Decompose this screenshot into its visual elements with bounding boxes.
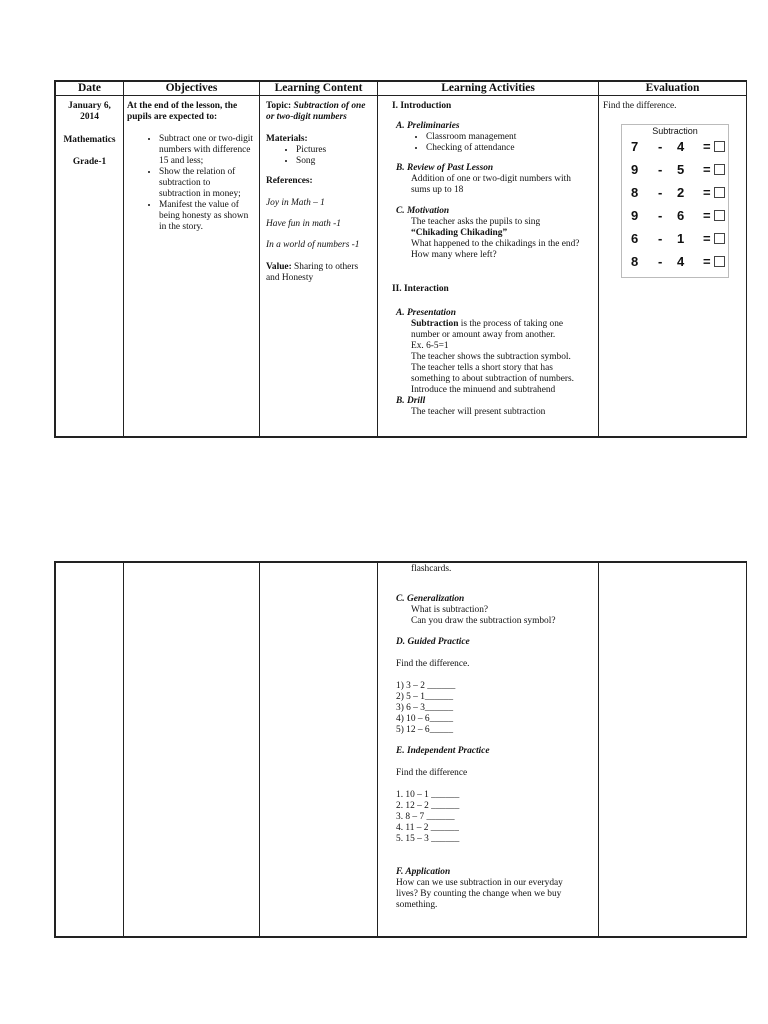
worksheet-problem: [628, 139, 726, 155]
equals-sign: =: [703, 139, 711, 154]
subtrahend: 4: [677, 139, 685, 154]
header-objectives: Objectives: [124, 82, 260, 96]
drill-text: The teacher will present subtraction: [411, 407, 546, 417]
worksheet-problem: [628, 254, 726, 270]
date-line-1: January 6,: [68, 101, 111, 111]
subtrahend: 5: [677, 162, 685, 177]
lesson-row-continued: [56, 563, 747, 937]
presentation-line-2: The teacher shows the subtraction symbol.: [411, 352, 571, 362]
learning-activities-cell: [378, 96, 599, 437]
minus-sign: -: [658, 254, 663, 269]
subtrahend: 4: [677, 254, 685, 269]
lesson-row: [56, 96, 747, 437]
application-heading: F. Application: [396, 867, 451, 877]
lesson-plan-grid: [55, 81, 747, 437]
guided-practice-item: 4) 10 – 6_____: [396, 714, 454, 724]
generalization-heading: C. Generalization: [396, 594, 465, 604]
minus-sign: -: [658, 185, 663, 200]
preliminary-item: • Checking of attendance: [426, 143, 595, 154]
motivation-line-1: The teacher asks the pupils to sing: [411, 217, 541, 227]
lesson-plan-table-part-2: [54, 561, 747, 938]
answer-box[interactable]: [714, 256, 725, 267]
presentation-line-3: The teacher tells a short story that has something to about subtraction of numbers.: [411, 363, 574, 384]
objectives-cell: [124, 96, 260, 437]
preliminaries-list: [392, 132, 595, 154]
evaluation-instruction: Find the difference.: [603, 101, 677, 111]
subject-label: Mathematics: [63, 135, 116, 145]
minuend: 6: [631, 231, 639, 246]
lesson-plan-grid-continued: [55, 562, 747, 937]
minus-sign: -: [658, 231, 663, 246]
topic-line: [266, 101, 374, 123]
guided-practice-item: 1) 3 – 2 ______: [396, 681, 456, 691]
material-item: • Song: [296, 156, 374, 167]
equals-sign: =: [703, 208, 711, 223]
subtrahend: 6: [677, 208, 685, 223]
lesson-plan-table-part-1: [54, 80, 747, 438]
materials-label: Materials:: [266, 134, 308, 144]
subtrahend: 2: [677, 185, 685, 200]
presentation-definition-text: is the process of taking one number or amount away from another.: [411, 319, 564, 340]
objectives-cell-empty: [124, 563, 260, 937]
equals-sign: =: [703, 162, 711, 177]
value-label: Value:: [266, 262, 292, 272]
date-cell-empty: [56, 563, 124, 937]
objectives-intro: At the end of the lesson, the pupils are expected to:: [127, 101, 238, 122]
presentation-definition: [411, 319, 589, 341]
answer-box[interactable]: [714, 141, 725, 152]
minuend: 9: [631, 162, 639, 177]
topic-label: Topic:: [266, 101, 292, 111]
learning-content-cell: [260, 96, 378, 437]
guided-practice-instruction: Find the difference.: [396, 659, 470, 669]
equals-sign: =: [703, 231, 711, 246]
review-text: Addition of one or two-digit numbers with sums up to 18: [411, 174, 571, 195]
minuend: 9: [631, 208, 639, 223]
answer-box[interactable]: [714, 233, 725, 244]
subtraction-worksheet: [621, 124, 729, 278]
grade-label: Grade-1: [72, 157, 107, 167]
independent-practice-item: 1. 10 – 1 ______: [396, 790, 460, 800]
worksheet-problem: [628, 231, 726, 247]
header-date: Date: [56, 82, 124, 96]
subtrahend: 1: [677, 231, 685, 246]
material-item: • Pictures: [296, 145, 374, 156]
objective-item: • Manifest the value of being honesty as shown in the story.: [159, 200, 256, 233]
guided-practice-heading: D. Guided Practice: [396, 637, 470, 647]
guided-practice-item: 2) 5 – 1______: [396, 692, 454, 702]
reference-item: In a world of numbers -1: [266, 240, 360, 250]
answer-box[interactable]: [714, 187, 725, 198]
worksheet-problem: [628, 208, 726, 224]
minus-sign: -: [658, 139, 663, 154]
materials-list: [266, 145, 374, 167]
motivation-heading: C. Motivation: [396, 206, 450, 216]
drill-heading: B. Drill: [396, 396, 426, 406]
minus-sign: -: [658, 162, 663, 177]
drill-continued: flashcards.: [411, 564, 452, 574]
introduction-heading: I. Introduction: [392, 101, 452, 111]
answer-box[interactable]: [714, 210, 725, 221]
minus-sign: -: [658, 208, 663, 223]
value-text: Sharing to others and Honesty: [266, 262, 359, 283]
objective-item: • Show the relation of subtraction to subtraction in money;: [159, 167, 256, 200]
equals-sign: =: [703, 254, 711, 269]
references-label: References:: [266, 176, 313, 186]
interaction-heading: II. Interaction: [392, 284, 449, 294]
preliminary-item: • Classroom management: [426, 132, 595, 143]
worksheet-problem: [628, 162, 726, 178]
generalization-question: Can you draw the subtraction symbol?: [411, 616, 556, 626]
minuend: 8: [631, 254, 639, 269]
motivation-line-2: What happened to the chikadings in the end?: [411, 239, 580, 249]
presentation-example: Ex. 6-5=1: [411, 341, 449, 351]
independent-practice-item: 5. 15 – 3 ______: [396, 834, 460, 844]
review-heading: B. Review of Past Lesson: [396, 163, 494, 173]
evaluation-cell: [599, 96, 747, 437]
generalization-question: What is subtraction?: [411, 605, 489, 615]
objectives-list: [127, 134, 256, 233]
date-cell: [56, 96, 124, 437]
guided-practice-item: 3) 6 – 3______: [396, 703, 454, 713]
header-learning-content: Learning Content: [260, 82, 378, 96]
equals-sign: =: [703, 185, 711, 200]
independent-practice-heading: E. Independent Practice: [396, 746, 490, 756]
objective-item: • Subtract one or two-digit numbers with difference 15 and less;: [159, 134, 256, 167]
motivation-song: “Chikading Chikading”: [411, 228, 508, 238]
guided-practice-list: [392, 681, 595, 736]
independent-practice-list: [392, 790, 595, 845]
worksheet-title: Subtraction: [652, 126, 698, 136]
presentation-line-4: Introduce the minuend and subtrahend: [411, 385, 556, 395]
presentation-heading: A. Presentation: [396, 308, 456, 318]
application-text: How can we use subtraction in our everyday lives? By counting the change when we buy something.: [396, 878, 563, 910]
answer-box[interactable]: [714, 164, 725, 175]
independent-practice-instruction: Find the difference: [396, 768, 468, 778]
guided-practice-item: 5) 12 – 6_____: [396, 725, 454, 735]
value-line: [266, 262, 374, 284]
worksheet-problem: [628, 185, 726, 201]
motivation-line-3: How many where left?: [411, 250, 497, 260]
independent-practice-item: 3. 8 – 7 ______: [396, 812, 455, 822]
independent-practice-item: 2. 12 – 2 ______: [396, 801, 460, 811]
reference-item: Have fun in math -1: [266, 219, 341, 229]
presentation-term: Subtraction: [411, 319, 459, 329]
header-learning-activities: Learning Activities: [378, 82, 599, 96]
minuend: 7: [631, 139, 639, 154]
date-line-2: 2014: [80, 112, 99, 122]
preliminaries-heading: A. Preliminaries: [396, 121, 460, 131]
topic-value: Subtraction of one or two-digit numbers: [266, 101, 366, 122]
evaluation-cell-empty: [599, 563, 747, 937]
header-row: [56, 82, 747, 96]
independent-practice-item: 4. 11 – 2 ______: [396, 823, 459, 833]
minuend: 8: [631, 185, 639, 200]
learning-activities-cell-continued: [378, 563, 599, 937]
learning-content-cell-empty: [260, 563, 378, 937]
header-evaluation: Evaluation: [599, 82, 747, 96]
reference-item: Joy in Math – 1: [266, 198, 325, 208]
